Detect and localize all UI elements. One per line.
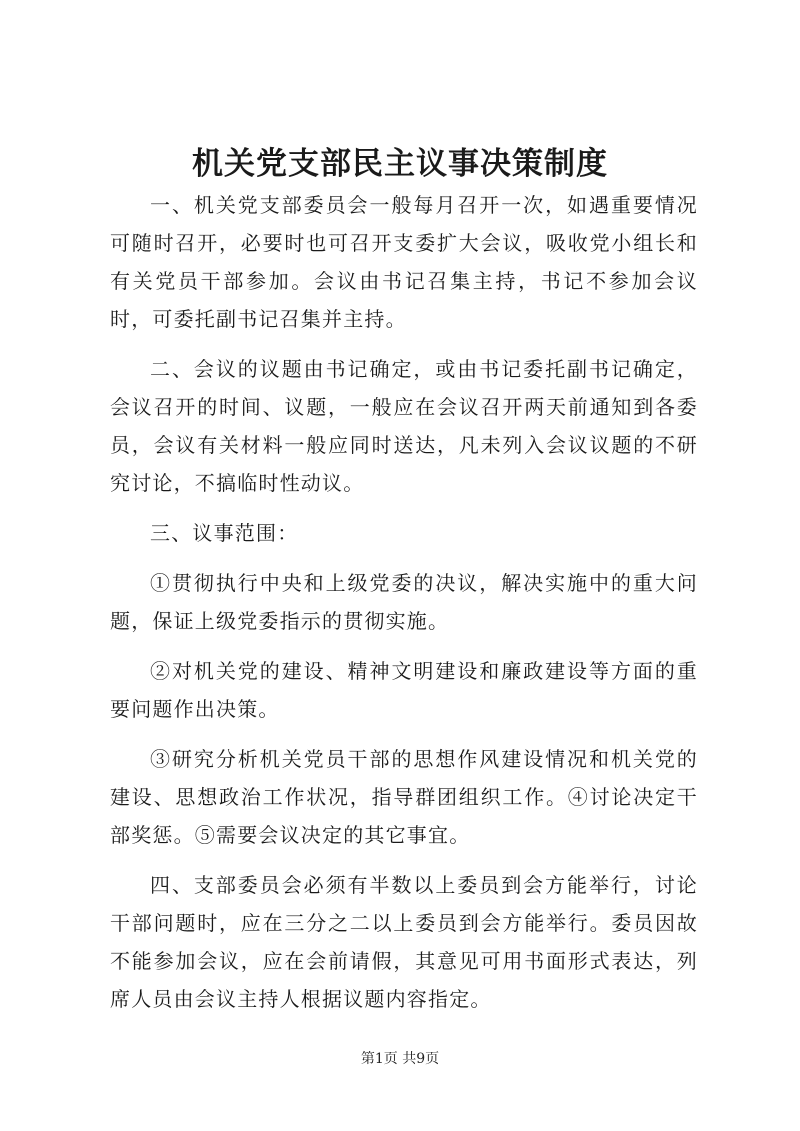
paragraph-5: ②对机关党的建设、精神文明建设和廉政建设等方面的重要问题作出决策。 <box>110 659 698 721</box>
page-number-footer: 第1页 共9页 <box>360 1051 440 1067</box>
paragraph-4: ①贯彻执行中央和上级党委的决议，解决实施中的重大问题，保证上级党委指示的贯彻实施。 <box>110 571 698 633</box>
document-title: 机关党支部民主议事决策制度 <box>192 146 608 182</box>
document-body <box>110 186 698 1030</box>
paragraph-6: ③研究分析机关党员干部的思想作风建设情况和机关党的建设、思想政治工作状况，指导群团组织工作。④讨论决定干部奖惩。⑤需要会议决定的其它事宜。 <box>110 747 698 847</box>
paragraph-3: 三、议事范围： <box>150 521 299 545</box>
paragraph-2: 二、会议的议题由书记确定，或由书记委托副书记确定，会议召开的时间、议题，一般应在会议召开两天前通知到各委员，会议有关材料一般应同时送达，凡未列入会议议题的不研究讨论，不搞临时性动议。 <box>110 357 698 495</box>
paragraph-1: 一、机关党支部委员会一般每月召开一次，如遇重要情况可随时召开，必要时也可召开支委扩大会议，吸收党小组长和有关党员干部参加。会议由书记召集主持，书记不参加会议时，可委托副书记召集并主持。 <box>110 193 698 331</box>
paragraph-7: 四、支部委员会必须有半数以上委员到会方能举行，讨论干部问题时，应在三分之二以上委员到会方能举行。委员因故不能参加会议，应在会前请假，其意见可用书面形式表达，列席人员由会议主持人根据议题内容指定。 <box>110 873 698 1011</box>
